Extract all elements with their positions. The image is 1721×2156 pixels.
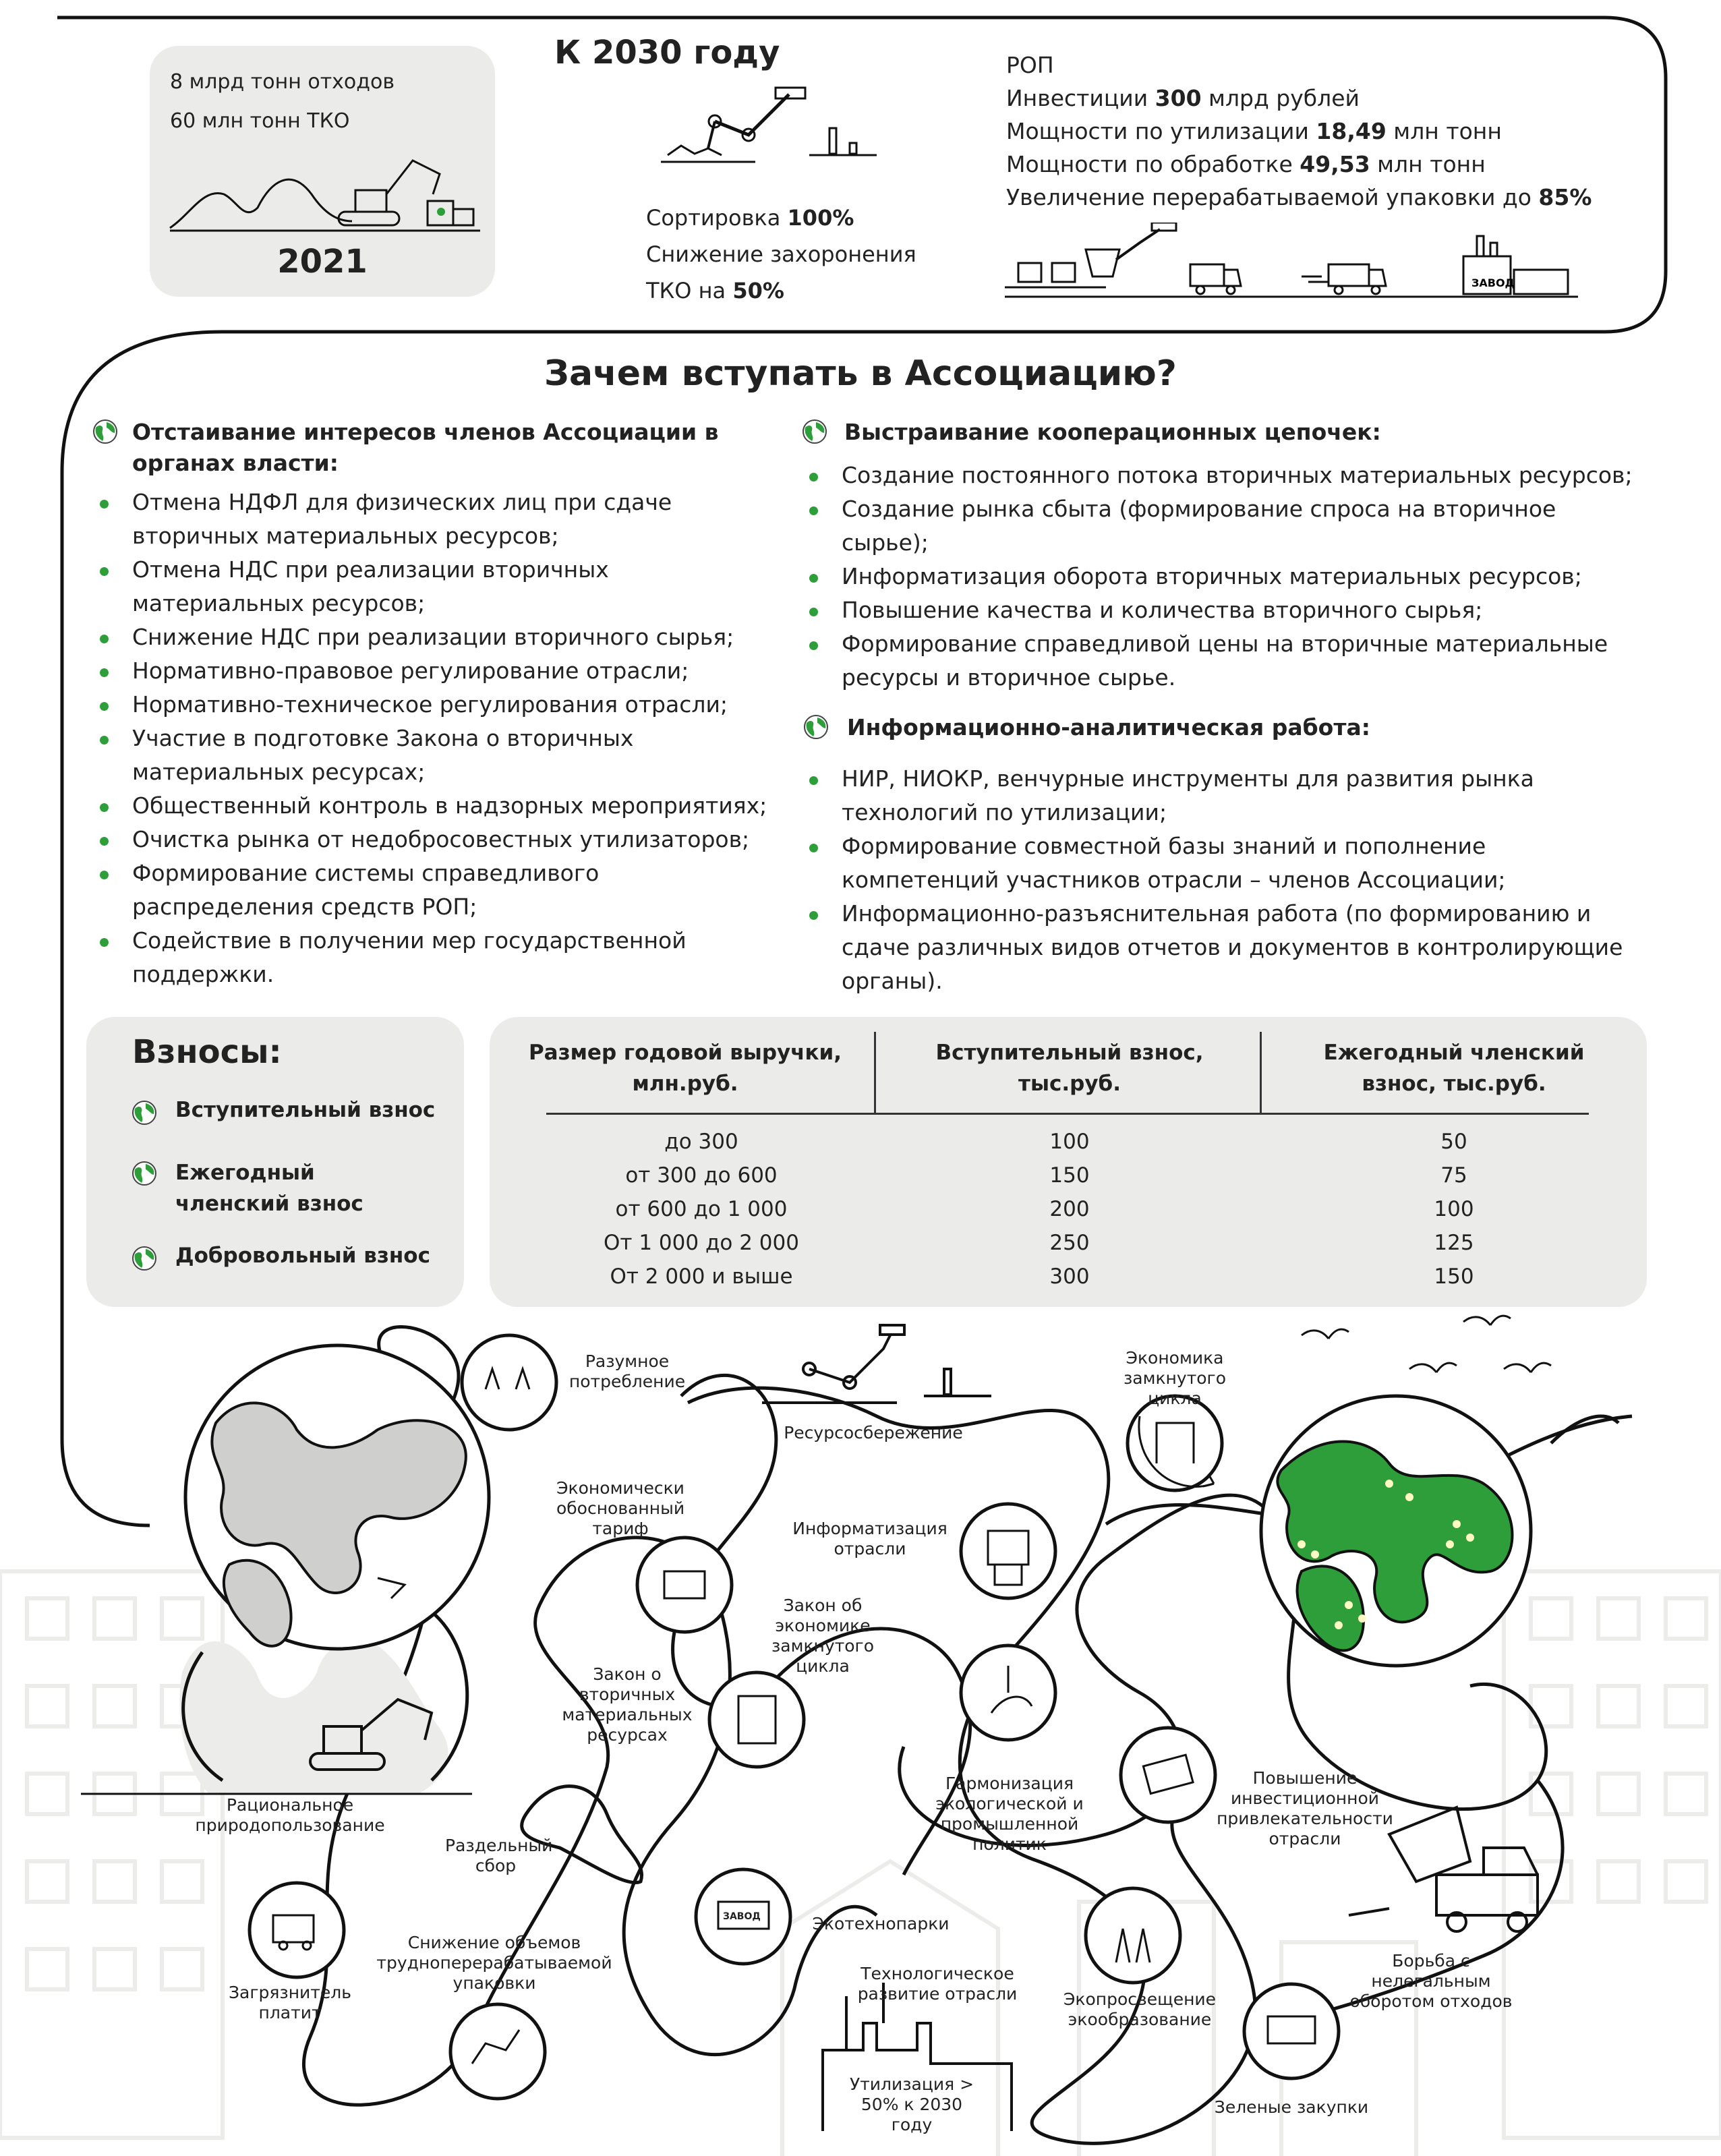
rop-title: РОП [1006, 52, 1054, 78]
fee-voluntary: Добровольный взнос [175, 1244, 430, 1268]
list-item: Информатизация оборота вторичных материальных ресурсов; [809, 560, 1639, 593]
roadmap-label: Закон об экономике замкнутого цикла [771, 1596, 874, 1676]
table-cell: 75 [1440, 1163, 1467, 1188]
fees-title: Взносы: [132, 1033, 282, 1071]
sort-value: 100% [787, 205, 854, 231]
table-cell: от 600 до 1 000 [615, 1197, 788, 1221]
fee-annual: Ежегодный членский взнос [175, 1161, 363, 1216]
table-cell: до 300 [664, 1130, 738, 1154]
table-cell: 125 [1434, 1231, 1474, 1255]
list-item: Повышение качества и количества вторичного сырья; [809, 593, 1639, 627]
table-cell: 100 [1434, 1197, 1474, 1221]
left-section-heading: Отстаивание интересов членов Ассоциации в органах власти: [132, 419, 719, 476]
roadmap-factory-sign: ЗАВОД [723, 1911, 761, 1922]
reduce-value: 50% [732, 278, 784, 303]
stats-year: 2021 [277, 243, 368, 281]
table-header-annual: Ежегодный членский взнос, тыс.руб. [1323, 1041, 1585, 1096]
sort-label: Сортировка [646, 205, 788, 231]
list-item: Формирование системы справедливого распределения средств РОП; [100, 856, 774, 924]
goals-2030-heading: К 2030 году [554, 34, 780, 71]
table-cell: 150 [1049, 1163, 1090, 1188]
roadmap-label: Повышение инвестиционной привлекательности отрасли [1217, 1768, 1393, 1848]
list-item: Формирование совместной базы знаний и пополнение компетенций участников отрасли – членов Ассоциации; [809, 829, 1639, 897]
list-item: Содействие в получении мер государственной поддержки. [100, 924, 774, 991]
list-item: Участие в подготовке Закона о вторичных материальных ресурсах; [100, 722, 774, 789]
right-section1-heading: Выстраивание кооперационных цепочек: [844, 419, 1381, 445]
roadmap-label: Гармонизация экологической и промышленной политик [935, 1774, 1084, 1854]
roadmap-label: Раздельный сбор [445, 1836, 553, 1875]
list-item: Отмена НДС при реализации вторичных материальных ресурсов; [100, 553, 774, 620]
right-section2-heading: Информационно-аналитическая работа: [847, 714, 1370, 740]
table-cell: От 1 000 до 2 000 [604, 1231, 799, 1255]
roadmap-label: Разумное потребление [568, 1351, 686, 1391]
list-item: Создание постоянного потока вторичных материальных ресурсов; [809, 459, 1639, 492]
roadmap-label: Загрязнитель платит [229, 1983, 351, 2022]
roadmap-label: Экопросвещение экообразование [1063, 1989, 1217, 2029]
table-header-entry: Вступительный взнос, тыс.руб. [935, 1041, 1204, 1096]
roadmap-label: Экотехнопарки [812, 1914, 950, 1933]
stats-total-waste: 8 млрд тонн отходов [170, 70, 395, 94]
table-cell: 100 [1049, 1130, 1090, 1154]
roadmap-label: Снижение объемов трудноперерабатываемой упаковки [376, 1933, 612, 1993]
table-cell: от 300 до 600 [625, 1163, 778, 1188]
roadmap-label: Экономика замкнутого цикла [1123, 1348, 1226, 1408]
list-item: Нормативно-правовое регулирование отрасли; [100, 654, 774, 688]
table-header-revenue: Размер годовой выручки, млн.руб. [528, 1041, 842, 1096]
rop-line-processing: Мощности по обработке 49,53 млн тонн [1006, 151, 1486, 177]
list-item: Отмена НДФЛ для физических лиц при сдаче вторичных материальных ресурсов; [100, 486, 774, 553]
table-cell: От 2 000 и выше [610, 1264, 793, 1289]
reduce-label: ТКО на [646, 278, 733, 303]
list-item: Формирование справедливой цены на вторичные материальные ресурсы и вторичное сырье. [809, 627, 1639, 695]
list-item: Очистка рынка от недобросовестных утилизаторов; [100, 823, 774, 856]
roadmap-label: Закон о вторичных материальных ресурсах [562, 1664, 693, 1745]
roadmap-label: Экономически обоснованный тариф [556, 1478, 685, 1538]
rop-line-packaging: Увеличение перерабатываемой упаковки до 85% [1006, 184, 1592, 210]
rop-line-utilization: Мощности по утилизации 18,49 млн тонн [1006, 118, 1502, 144]
stats-mswaste: 60 млн тонн ТКО [170, 109, 350, 133]
reduce-line1: Снижение захоронения [646, 241, 916, 267]
table-cell: 300 [1049, 1264, 1090, 1289]
table-cell: 50 [1440, 1130, 1467, 1154]
rop-factory-sign: ЗАВОД [1471, 276, 1515, 289]
list-item: Нормативно-техническое регулирования отрасли; [100, 688, 774, 722]
table-cell: 150 [1434, 1264, 1474, 1289]
why-join-title: Зачем вступать в Ассоциацию? [544, 353, 1177, 394]
list-item: Снижение НДС при реализации вторичного сырья; [100, 620, 774, 654]
rop-line-investments: Инвестиции 300 млрд рублей [1006, 85, 1360, 111]
roadmap-label: Зеленые закупки [1214, 2097, 1369, 2117]
roadmap-label: Утилизация > 50% к 2030 году [849, 2074, 974, 2134]
list-item: Создание рынка сбыта (формирование спроса на вторичное сырье); [809, 492, 1639, 560]
roadmap-label: Борьба с нелегальным оборотом отходов [1349, 1951, 1513, 2011]
table-cell: 200 [1049, 1197, 1090, 1221]
roadmap-label: Информатизация отрасли [792, 1519, 947, 1558]
roadmap-label: Ресурсосбережение [784, 1423, 963, 1443]
list-item: Информационно-разъяснительная работа (по формированию и сдаче различных видов отчетов и документов в контролирующие органы). [809, 897, 1639, 998]
table-cell: 250 [1049, 1231, 1090, 1255]
list-item: Общественный контроль в надзорных мероприятиях; [100, 789, 774, 823]
fee-entry: Вступительный взнос [175, 1098, 436, 1122]
list-item: НИР, НИОКР, венчурные инструменты для развития рынка технологий по утилизации; [809, 762, 1639, 829]
roadmap-label: Рациональное природопользование [195, 1795, 385, 1835]
roadmap-label: Технологическое развитие отрасли [857, 1964, 1018, 2004]
